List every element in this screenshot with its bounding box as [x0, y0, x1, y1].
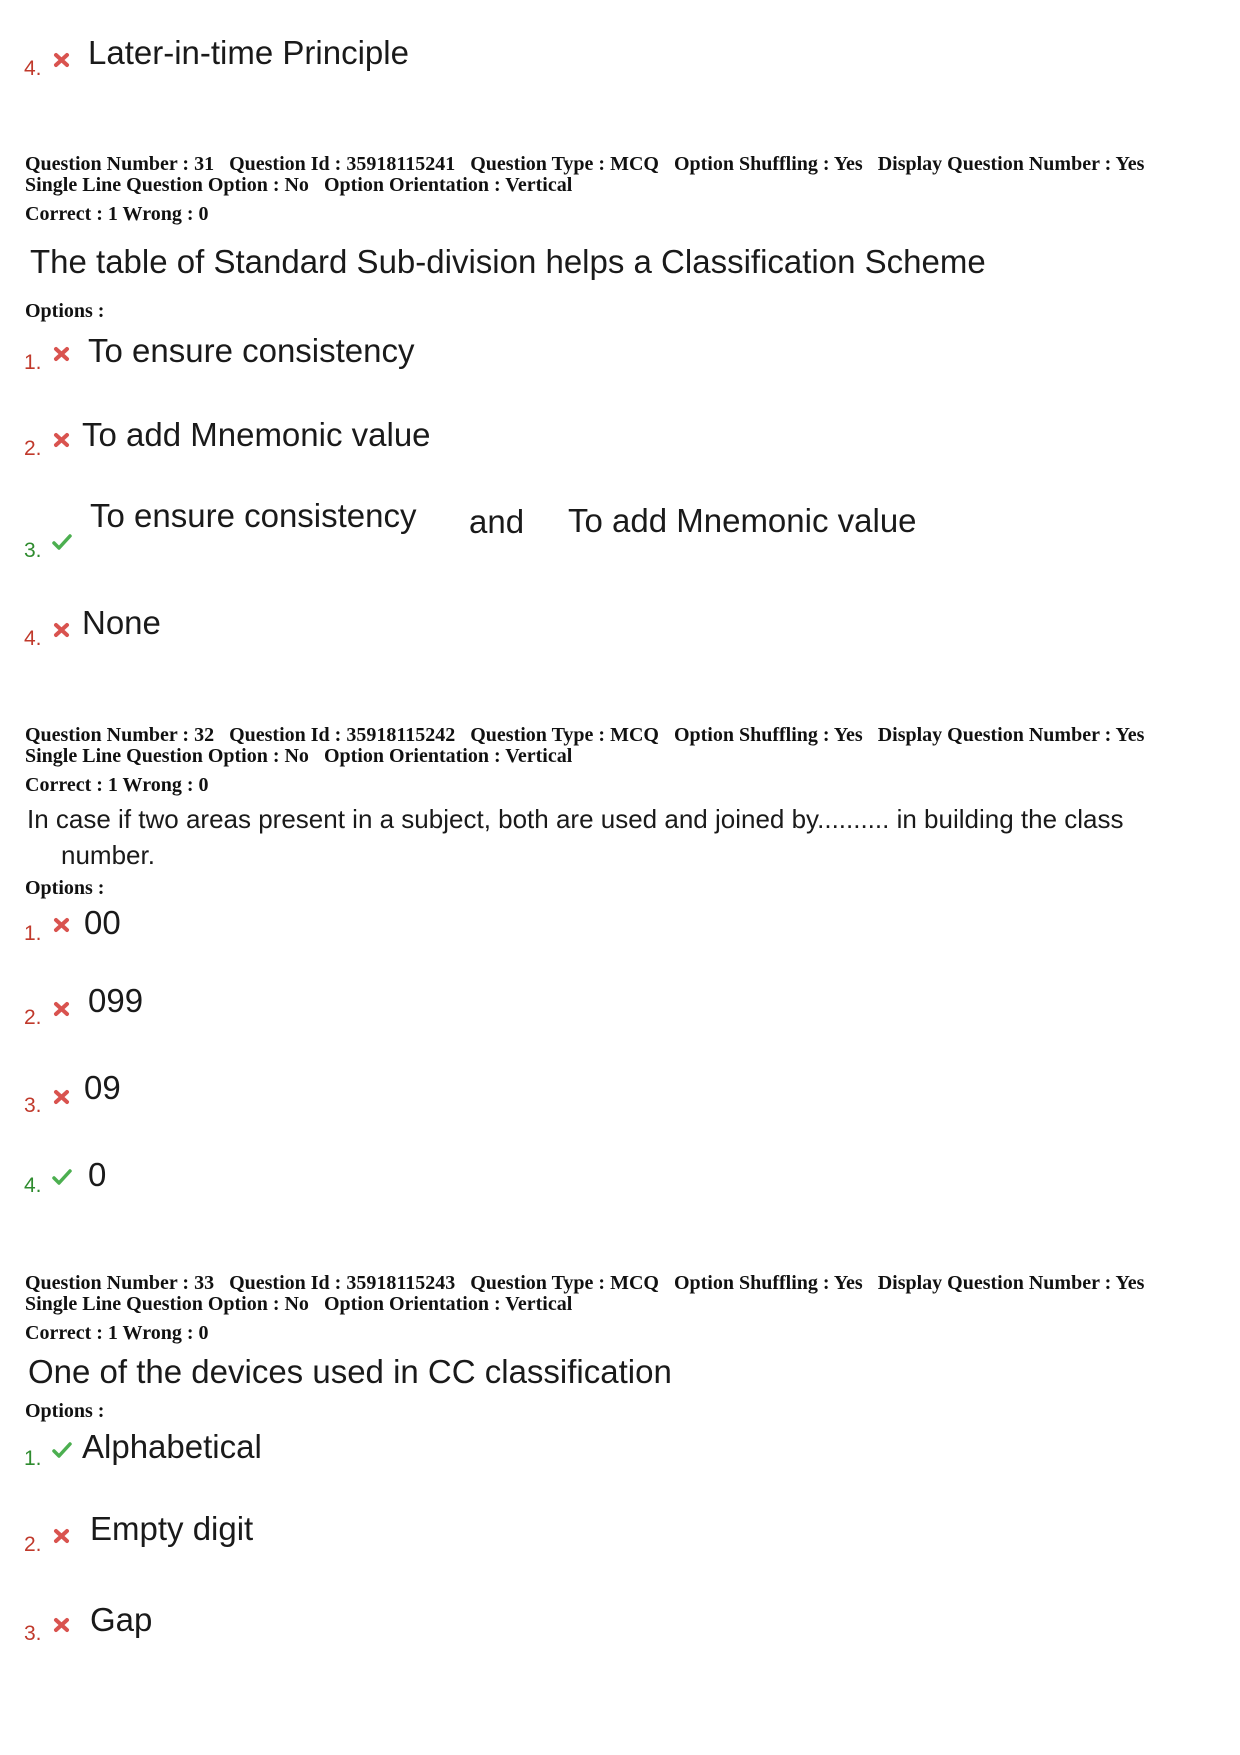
option-number: 3. [24, 539, 42, 562]
question-text-line1: In case if two areas present in a subject, both are used and joined by.......... in building the class [27, 804, 1124, 834]
cross-icon [52, 1615, 72, 1635]
option-number: 4. [24, 57, 42, 80]
option-text: Gap [90, 1601, 153, 1638]
check-icon [52, 1440, 72, 1460]
question-number: Question Number : 33 [25, 1272, 215, 1294]
option-text-part-a: To ensure consistency [90, 497, 417, 534]
option-text: 099 [88, 982, 144, 1019]
options-label: Options : [25, 877, 105, 899]
question-text-line2: number. [61, 840, 155, 870]
option-orientation: Option Orientation : Vertical [323, 745, 573, 767]
cross-icon [52, 915, 72, 935]
question-meta-line1 [25, 154, 1154, 174]
cross-icon [52, 620, 72, 640]
question-meta-line2 [25, 1294, 582, 1314]
options-label: Options : [25, 300, 105, 322]
question-meta-line1 [25, 725, 1154, 745]
option-number: 1. [24, 1447, 42, 1470]
cross-icon [52, 999, 72, 1019]
question-meta-line2 [25, 175, 582, 195]
single-line-option: Single Line Question Option : No [25, 174, 309, 196]
question-number: Question Number : 32 [25, 724, 215, 746]
question-meta-line1 [25, 1273, 1154, 1293]
question-text: One of the devices used in CC classification [28, 1353, 672, 1390]
option-text: 0 [88, 1156, 107, 1193]
option-text: Later-in-time Principle [88, 34, 409, 71]
option-number: 3. [24, 1622, 42, 1645]
question-meta-line2 [25, 746, 582, 766]
cross-icon [52, 50, 72, 70]
cross-icon [52, 344, 72, 364]
question-type: Question Type : MCQ [470, 724, 659, 746]
option-number: 2. [24, 437, 42, 460]
option-number: 2. [24, 1006, 42, 1029]
single-line-option: Single Line Question Option : No [25, 1293, 309, 1315]
option-shuffling: Option Shuffling : Yes [673, 1272, 863, 1294]
option-text-part-c: To add Mnemonic value [568, 502, 917, 539]
check-icon [52, 532, 72, 552]
option-text: 00 [84, 904, 121, 941]
option-text: None [82, 604, 161, 641]
option-number: 1. [24, 351, 42, 374]
option-orientation: Option Orientation : Vertical [323, 1293, 573, 1315]
option-number: 1. [24, 922, 42, 945]
question-number: Question Number : 31 [25, 153, 215, 175]
marks-info: Correct : 1 Wrong : 0 [25, 203, 209, 225]
question-type: Question Type : MCQ [470, 153, 659, 175]
option-number: 4. [24, 1174, 42, 1197]
option-text: Empty digit [90, 1510, 254, 1547]
question-id: Question Id : 35918115243 [229, 1272, 456, 1294]
option-number: 2. [24, 1533, 42, 1556]
cross-icon [52, 1087, 72, 1107]
question-text: The table of Standard Sub-division helps a Classification Scheme [30, 243, 986, 280]
marks-info: Correct : 1 Wrong : 0 [25, 774, 209, 796]
option-text: Alphabetical [82, 1428, 262, 1465]
question-id: Question Id : 35918115242 [229, 724, 456, 746]
display-question-number: Display Question Number : Yes [877, 153, 1145, 175]
marks-info: Correct : 1 Wrong : 0 [25, 1322, 209, 1344]
option-text: To ensure consistency [88, 332, 415, 369]
option-number: 3. [24, 1094, 42, 1117]
question-type: Question Type : MCQ [470, 1272, 659, 1294]
check-icon [52, 1167, 72, 1187]
single-line-option: Single Line Question Option : No [25, 745, 309, 767]
display-question-number: Display Question Number : Yes [877, 1272, 1145, 1294]
question-id: Question Id : 35918115241 [229, 153, 456, 175]
cross-icon [52, 1526, 72, 1546]
display-question-number: Display Question Number : Yes [877, 724, 1145, 746]
options-label: Options : [25, 1400, 105, 1422]
option-shuffling: Option Shuffling : Yes [673, 153, 863, 175]
option-text: To add Mnemonic value [82, 416, 431, 453]
option-number: 4. [24, 627, 42, 650]
option-orientation: Option Orientation : Vertical [323, 174, 573, 196]
option-text: 09 [84, 1069, 121, 1106]
cross-icon [52, 430, 72, 450]
option-shuffling: Option Shuffling : Yes [673, 724, 863, 746]
option-text-part-b: and [469, 503, 525, 540]
